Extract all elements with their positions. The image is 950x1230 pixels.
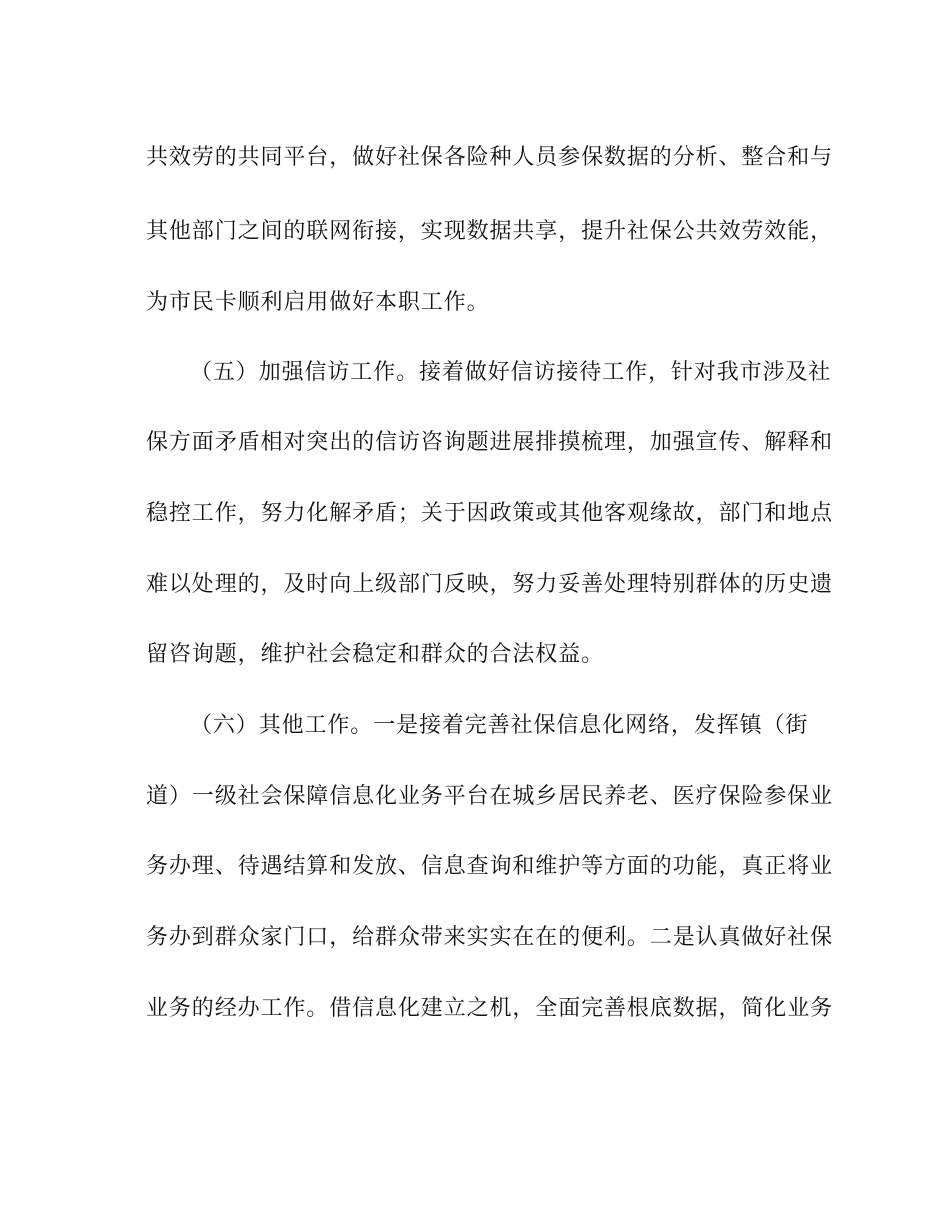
text-line: 其他部门之间的联网衔接，实现数据共享，提升社保公共效劳效能， <box>146 219 834 244</box>
text-line: 务办到群众家门口，给群众带来实实在在的便利。二是认真做好社保 <box>146 925 834 950</box>
text-line: 为市民卡顺利启用做好本职工作。 <box>146 290 490 315</box>
text-line: 共效劳的共同平台，做好社保各险种人员参保数据的分析、整合和与 <box>146 145 834 170</box>
paragraph-start-line: （六）其他工作。一是接着完善社保信息化网络，发挥镇（街 <box>190 713 809 738</box>
text-line: 道）一级社会保障信息化业务平台在城乡居民养老、医疗保险参保业 <box>146 784 834 809</box>
text-line: 务办理、待遇结算和发放、信息查询和维护等方面的功能，真正将业 <box>146 854 834 879</box>
text-line: 保方面矛盾相对突出的信访咨询题进展排摸梳理，加强宣传、解释和 <box>146 430 834 455</box>
text-line: 留咨询题，维护社会稳定和群众的合法权益。 <box>146 642 605 667</box>
paragraph-start-line: （五）加强信访工作。接着做好信访接待工作，针对我市涉及社 <box>190 360 832 385</box>
text-line: 稳控工作，努力化解矛盾；关于因政策或其他客观缘故，部门和地点 <box>146 501 834 526</box>
text-line: 业务的经办工作。借信息化建立之机，全面完善根底数据，简化业务 <box>146 996 834 1021</box>
text-line: 难以处理的，及时向上级部门反映，努力妥善处理特别群体的历史遗 <box>146 572 834 597</box>
